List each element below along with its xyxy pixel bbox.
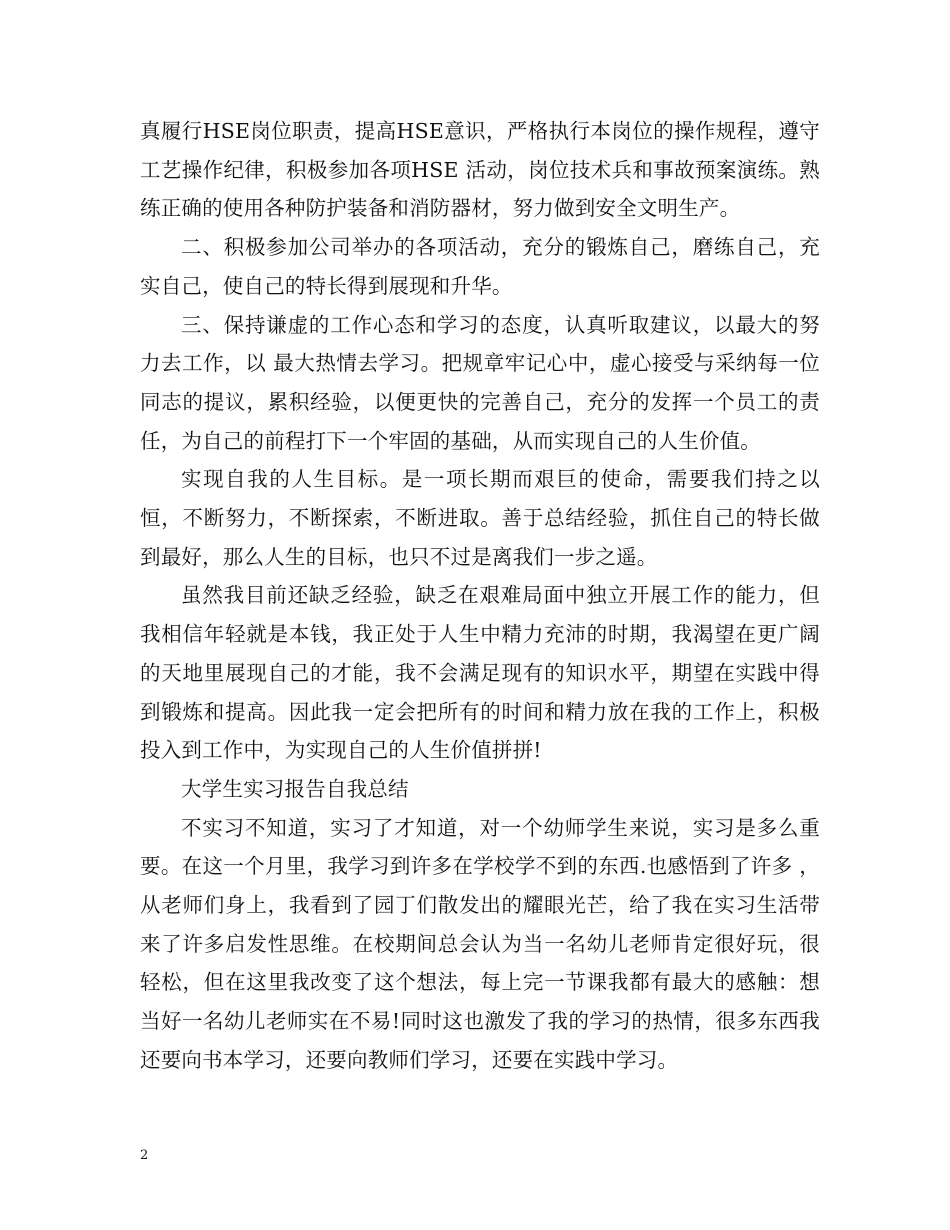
page-number: 2 [140,1148,149,1163]
section-heading: 大学生实习报告自我总结 [181,776,409,801]
paragraph-internship: 不实习不知道，实习了才知道，对一个幼师学生来说，实习是多么重要。在这一个月里，我学习到许多在学校学不到的东西.也感悟到了许多 ，从老师们身上，我看到了园丁们散发出的耀眼光芒，给了我在实习生活带来了许多启发性思维。在校期间总会认为当一名幼儿老师肯定很好玩，很轻松，但在这里我改变了这个想法，每上完一节课我都有最大的感触：想当好一名幼儿老师实在不易!同时这也激发了我的学习的热情，很多东西我还要向书本学习，还要向教师们学习，还要在实践中学习。 [140,815,820,1072]
paragraph-hse-duties: 真履行HSE岗位职责，提高HSE意识，严格执行本岗位的操作规程，遵守工艺操作纪律，积极参加各项HSE 活动，岗位技术兵和事故预案演练。熟练正确的使用各种防护装备和消防器材，努力做到安全文明生产。 [140,119,820,221]
paragraph-activities: 二、积极参加公司举办的各项活动，充分的锻炼自己，磨练自己，充实自己，使自己的特长得到展现和升华。 [140,235,820,298]
paragraph-life-goal: 实现自我的人生目标。是一项长期而艰巨的使命，需要我们持之以恒，不断努力，不断探索，不断进取。善于总结经验，抓住自己的特长做到最好，那么人生的目标，也只不过是离我们一步之遥。 [140,467,820,569]
paragraph-attitude: 三、保持谦虚的工作心态和学习的态度，认真听取建议，以最大的努力去工作，以 最大热情去学习。把规章牢记心中，虚心接受与采纳每一位同志的提议，累积经验，以便更快的完善自己，充分的发挥一个员工的责任，为自己的前程打下一个牢固的基础，从而实现自己的人生价值。 [140,312,820,453]
document-body [140,112,820,1080]
paragraph-experience: 虽然我目前还缺乏经验，缺乏在艰难局面中独立开展工作的能力，但我相信年轻就是本钱，我正处于人生中精力充沛的时期，我渴望在更广阔的天地里展现自己的才能，我不会满足现有的知识水平，期望在实践中得到锻炼和提高。因此我一定会把所有的时间和精力放在我的工作上，积极投入到工作中，为实现自己的人生价值拼拼! [140,583,820,763]
